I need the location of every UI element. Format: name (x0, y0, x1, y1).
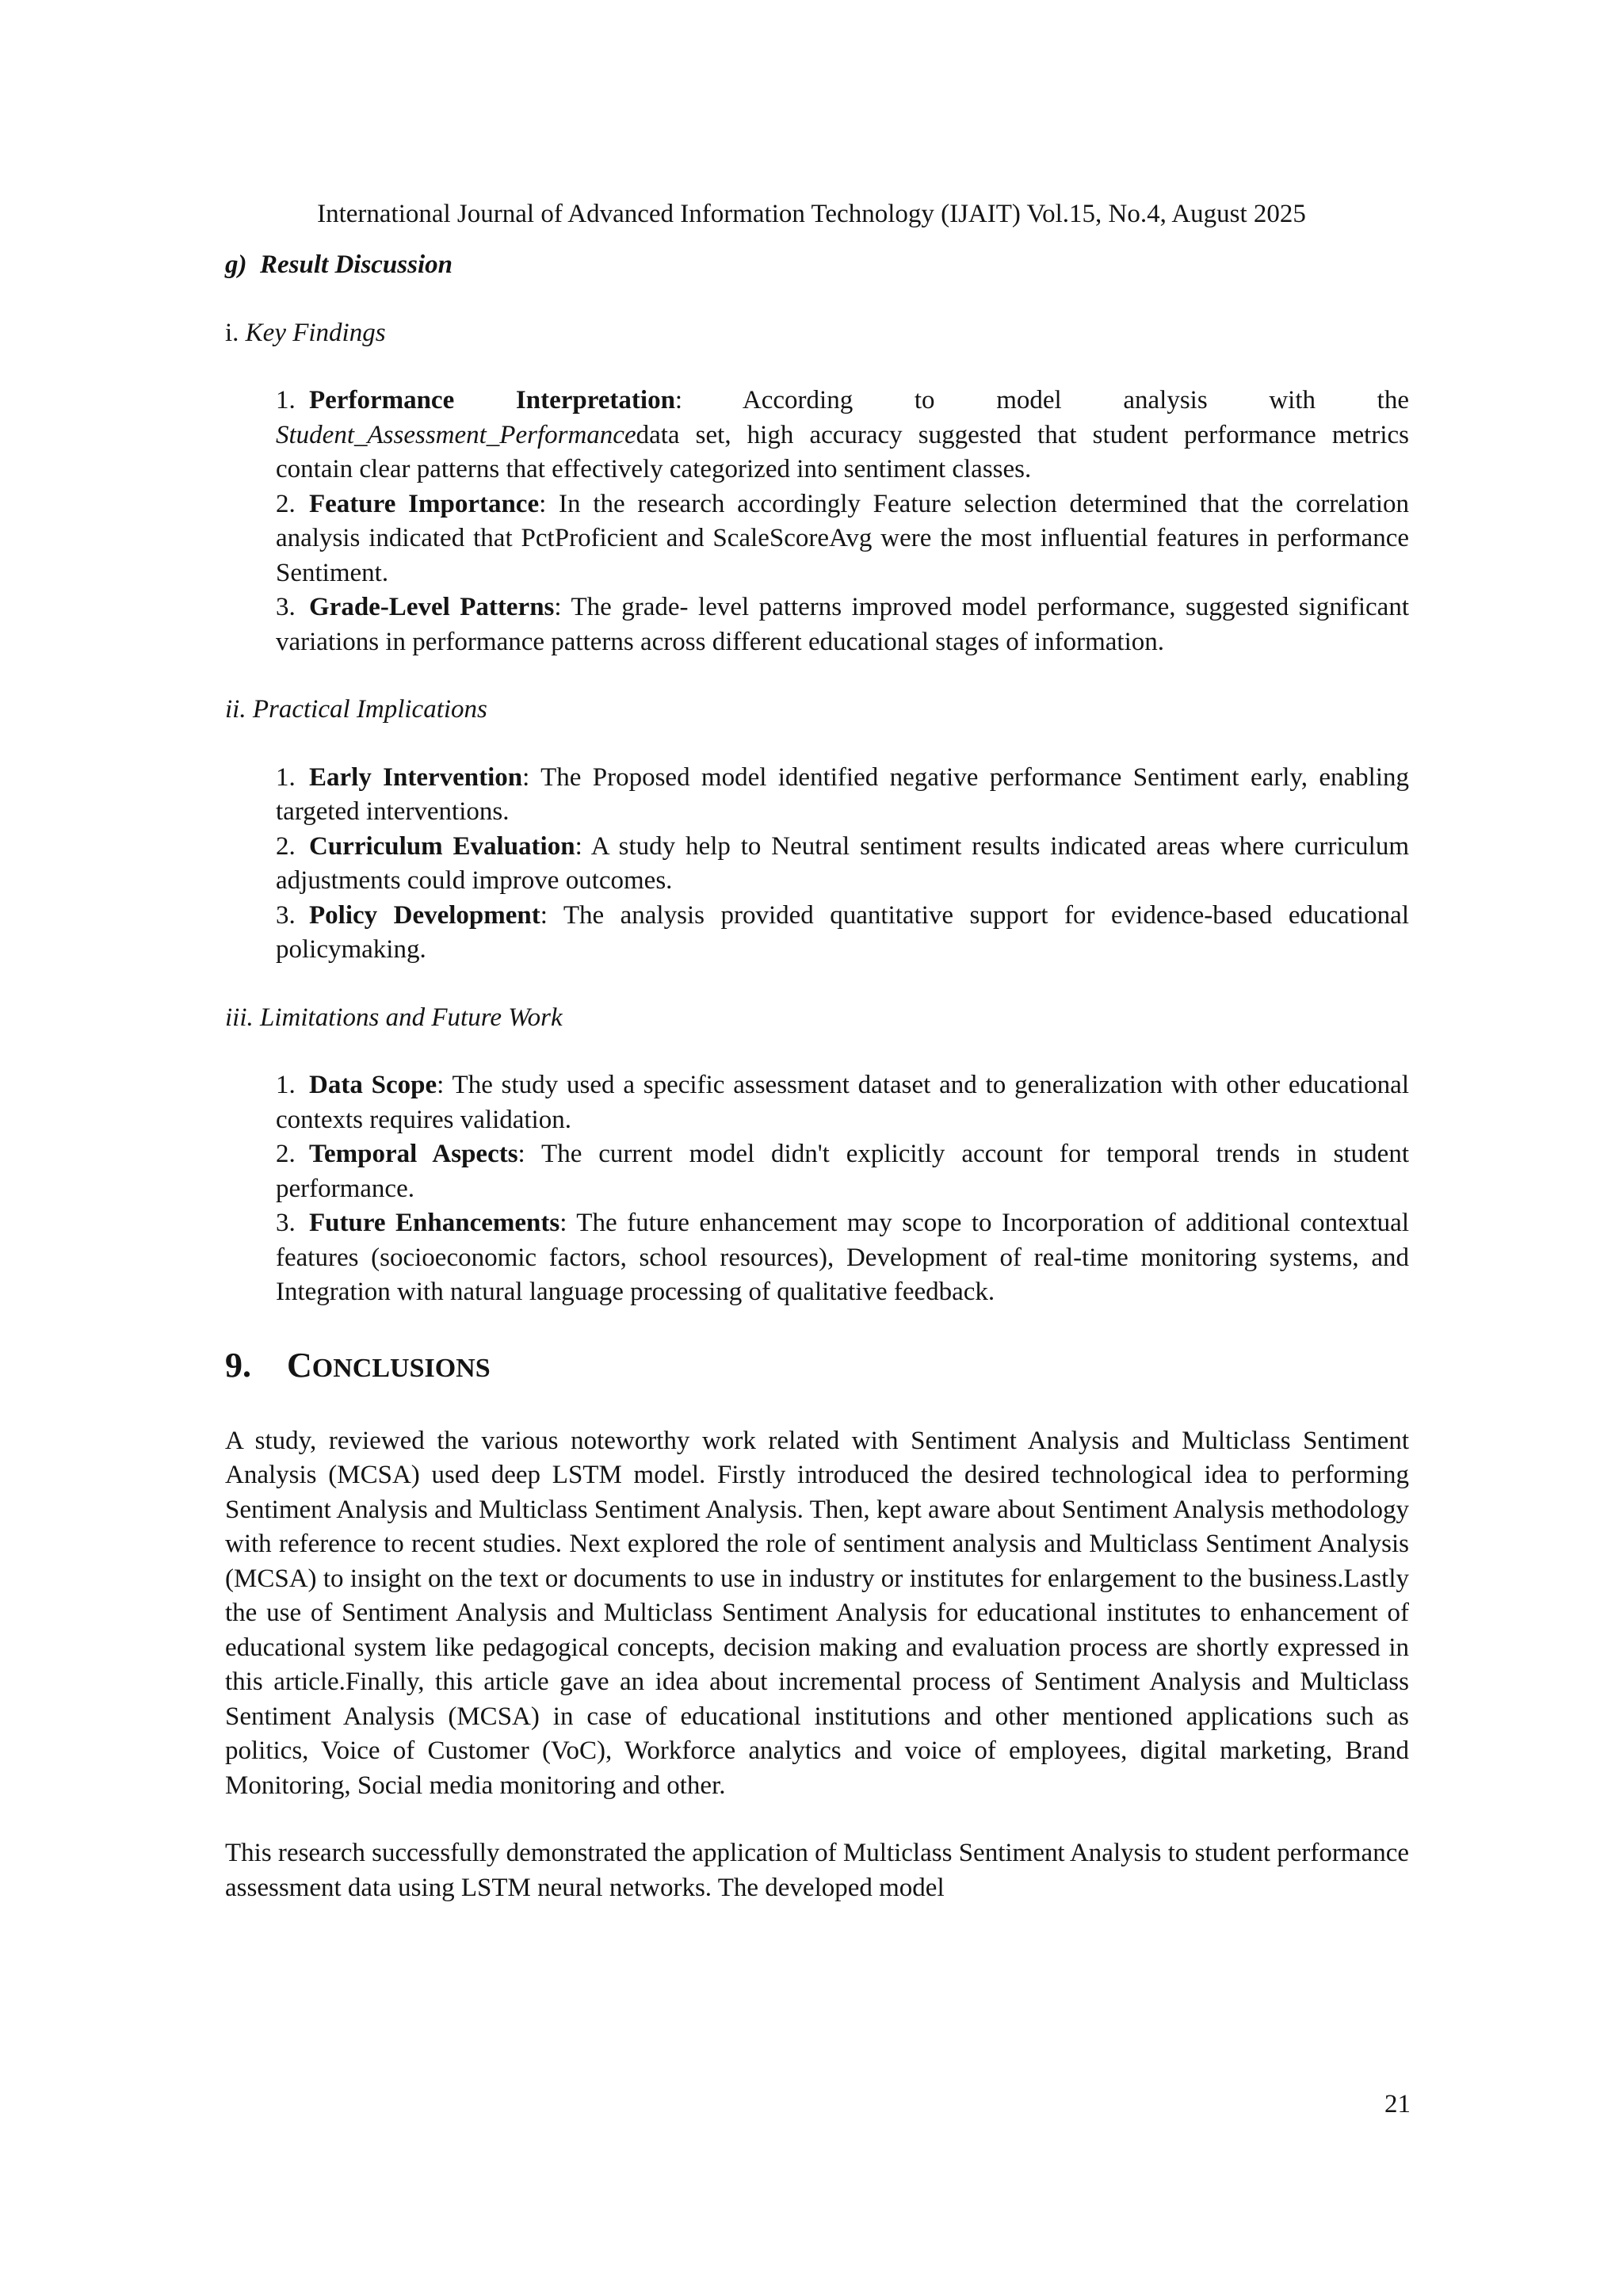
item-number: 3. (276, 900, 296, 930)
list-item (276, 830, 1409, 899)
practical-implications-heading: ii. Practical Implications (225, 695, 487, 724)
item-text: : The grade- level patterns improved model performance, suggested significant variations in performance patterns across different educational stages of information. (276, 593, 1409, 656)
item-term: Future Enhancements (309, 1209, 560, 1237)
limitations-heading: iii. Limitations and Future Work (225, 1003, 563, 1032)
list-item (276, 487, 1409, 591)
list-item (276, 590, 1409, 659)
section-title-rest: ONCLUSIONS (311, 1353, 491, 1383)
list-item (276, 1137, 1409, 1206)
list-item (276, 1068, 1409, 1137)
practical-implications-list (225, 761, 1409, 968)
dataset-name: Student_Assessment_Performance (276, 420, 636, 449)
conclusions-paragraph: This research successfully demonstrated the application of Multiclass Sentiment Analysis to student performance assessment data using LSTM neural networks. The developed model (225, 1839, 1409, 1902)
item-term: Grade-Level Patterns (309, 593, 555, 621)
item-text: : A study help to Neutral sentiment results indicated areas where curriculum adjustments could improve outcomes. (276, 831, 1410, 895)
key-findings-list (225, 384, 1409, 659)
item-text: : The Proposed model identified negative performance Sentiment early, enabling targeted interventions. (276, 762, 1409, 826)
limitations-list (225, 1068, 1409, 1310)
item-term: Early Intervention (309, 762, 523, 792)
section-number: 9. (225, 1345, 251, 1385)
item-term: Curriculum Evaluation (309, 831, 575, 861)
item-text: : The future enhancement may scope to Incorporation of additional contextual features (socioeconomic factors, school resources), Development of real-time monitoring systems, and Integration with natural language processing of qualitative feedback. (276, 1209, 1409, 1306)
item-term: Temporal Aspects (309, 1140, 518, 1168)
item-number: 1. (276, 386, 296, 415)
item-text: : The study used a specific assessment dataset and to generalization with other educational contexts requires validation. (276, 1071, 1410, 1134)
item-text: : The analysis provided quantitative support for evidence-based educational policymaking. (276, 900, 1409, 964)
item-number: 2. (276, 1140, 296, 1168)
list-item (276, 384, 1409, 487)
subsection-title: Result Discussion (260, 250, 453, 279)
page-content (225, 248, 1409, 1939)
item-term: Feature Importance (309, 489, 540, 518)
list-item (276, 761, 1409, 830)
item-number: 3. (276, 1209, 296, 1237)
item-number: 2. (276, 831, 296, 861)
key-findings-title: Key Findings (245, 318, 386, 347)
item-term: Policy Development (309, 900, 540, 930)
item-term: Performance Interpretation (309, 386, 675, 415)
item-text: : In the research accordingly Feature selection determined that the correlation analysis indicated that PctProficient and ScaleScoreAvg were the most influential features in performance Sentiment. (276, 489, 1409, 587)
key-findings-roman: i. (225, 318, 239, 347)
item-number: 2. (276, 489, 296, 518)
page-number: 21 (1384, 2090, 1411, 2118)
list-item (276, 1206, 1409, 1310)
subsection-heading (225, 248, 1409, 283)
item-text: : According to model analysis with the (674, 386, 1409, 415)
subsection-label: g) (225, 250, 247, 279)
section-title-initial: C (287, 1345, 312, 1385)
conclusions-heading (225, 1343, 1409, 1391)
item-number: 3. (276, 593, 296, 621)
key-findings-heading (225, 316, 1409, 351)
item-number: 1. (276, 1071, 296, 1099)
item-number: 1. (276, 762, 296, 792)
running-header: International Journal of Advanced Information Technology (IJAIT) Vol.15, No.4, August 2025 (317, 200, 1306, 228)
item-term: Data Scope (309, 1071, 437, 1099)
item-text: data set, high accuracy suggested that student performance metrics contain clear patterns that effectively categorized into sentiment classes. (276, 420, 1409, 483)
item-text: : The current model didn't explicitly account for temporal trends in student performance. (276, 1140, 1409, 1203)
list-item (276, 899, 1409, 968)
conclusions-paragraph: A study, reviewed the various noteworthy work related with Sentiment Analysis and Multiclass Sentiment Analysis (MCSA) used deep LSTM model. Firstly introduced the desired technological idea to performing Sentiment Analysis and Multiclass Sentiment Analysis. Then, kept aware about Sentiment Analysis methodology with reference to recent studies. Next explored the role of sentiment analysis and Multiclass Sentiment Analysis (MCSA) to insight on the text or documents to use in industry or institutes for enlargement to the business.Lastly the use of Sentiment Analysis and Multiclass Sentiment Analysis for educational institutes to enhancement of educational system like pedagogical concepts, decision making and evaluation process are shortly expressed in this article.Finally, this article gave an idea about incremental process of Sentiment Analysis and Multiclass Sentiment Analysis (MCSA) in case of educational institutions and other mentioned applications such as politics, Voice of Customer (VoC), Workforce analytics and voice of employees, digital marketing, Brand Monitoring, Social media monitoring and other. (225, 1426, 1409, 1800)
